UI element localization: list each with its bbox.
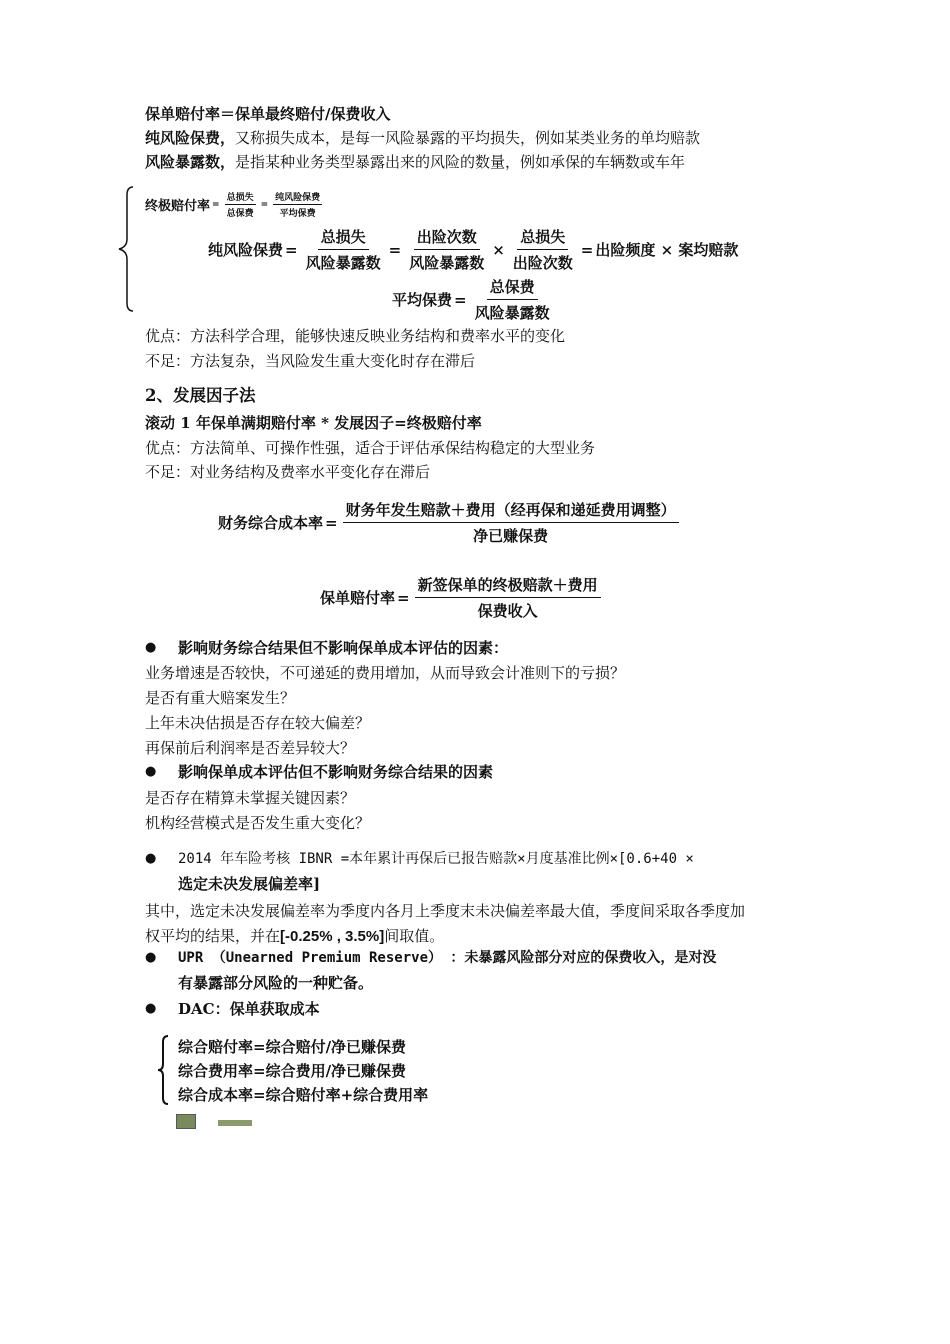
denominator: 平均保费 — [279, 209, 316, 219]
numerator: 纯风险保费 — [273, 190, 322, 205]
thumbnail-strip-image — [218, 1120, 252, 1126]
numerator: 总保费 — [487, 276, 538, 300]
eq-symbol: = — [580, 240, 594, 259]
note-text: 权平均的结果，并在 — [145, 927, 281, 945]
denominator: 出险次数 — [512, 254, 573, 272]
bullet-4-line-2: 有暴露部分风险的一种贮备。 — [178, 974, 374, 992]
numerator: 出险次数 — [414, 226, 480, 250]
denominator: 风险暴露数 — [474, 304, 550, 322]
summary-line: 综合赔付率=综合赔付/净已赚保费 — [178, 1038, 407, 1056]
eq-symbol: = — [325, 513, 338, 532]
method1-pro: 优点：方法科学合理，能够快速反映业务结构和费率水平的变化 — [145, 327, 566, 345]
bullet-3-note-1: 其中，选定未决发展偏差率为季度内各月上季度末未决偏差率最大值，季度间采取各季度加 — [145, 902, 746, 920]
bullet-3-line-1: 2014 年车险考核 IBNR =本年累计再保后已报告赔款×月度基准比例×[0.6+40 × — [178, 851, 694, 867]
denominator: 总保费 — [226, 209, 254, 219]
denominator: 风险暴露数 — [409, 254, 485, 272]
eq-symbol: = — [260, 199, 269, 210]
average-premium-formula — [392, 276, 556, 323]
fraction-financial — [343, 499, 679, 546]
fraction-pure-over-avg — [273, 190, 322, 219]
bullet-5: DAC：保单获取成本 — [178, 1000, 320, 1018]
intro-line-1: 保单赔付率＝保单最终赔付/保费收入 — [145, 105, 391, 123]
summary-brace — [156, 1034, 172, 1106]
bullet-4-line-1: UPR （Unearned Premium Reserve） ：未暴露风险部分对应的保费收入，是对没 — [178, 950, 717, 966]
numerator: 总损失 — [225, 190, 256, 205]
bullet-1-item: 上年未决估损是否存在较大偏差？ — [145, 714, 371, 732]
method2-con: 不足：对业务结构及费率水平变化存在滞后 — [145, 463, 431, 481]
numerator: 总损失 — [517, 226, 568, 250]
policy-loss-ratio-label: 保单赔付率 — [320, 589, 396, 607]
bullet-1-heading: 影响财务综合结果但不影响保单成本评估的因素： — [178, 639, 509, 657]
bullet-1-item: 再保前后利润率是否差异较大？ — [145, 739, 356, 757]
method2-heading: 2、发展因子法 — [145, 386, 256, 405]
fraction-c — [510, 226, 576, 273]
policy-loss-ratio-formula — [320, 574, 604, 621]
numerator: 新签保单的终极赔款＋费用 — [415, 574, 601, 598]
method2-pro: 优点：方法简单、可操作性强，适合于评估承保结构稳定的大型业务 — [145, 439, 596, 457]
summary-line: 综合费用率=综合费用/净已赚保费 — [178, 1062, 407, 1080]
bullet-2-item: 是否存在精算未掌握关键因素？ — [145, 789, 356, 807]
bullet-1-item: 是否有重大赔案发生？ — [145, 689, 296, 707]
fraction-policy — [415, 574, 601, 621]
bullet-3-line-2: 选定未决发展偏差率] — [178, 875, 321, 893]
term-exposure: 风险暴露数， — [145, 153, 236, 171]
denominator: 风险暴露数 — [305, 254, 381, 272]
fraction-b — [406, 226, 487, 273]
fraction-loss-over-premium — [225, 190, 256, 219]
numerator: 财务年发生赔款＋费用（经再保和递延费用调整） — [343, 499, 679, 523]
term-pure-premium: 纯风险保费， — [145, 129, 236, 147]
average-premium-label: 平均保费 — [392, 291, 453, 309]
bullet-icon: ● — [145, 851, 157, 866]
bullet-3-note-2 — [145, 925, 444, 948]
denominator: 净已赚保费 — [473, 527, 549, 545]
times-symbol: × — [492, 240, 505, 259]
ultimate-ratio-label: 终极赔付率 — [145, 199, 211, 214]
intro-line-2 — [145, 127, 700, 149]
denominator: 保费收入 — [477, 602, 538, 620]
formula-brace — [115, 185, 139, 313]
eq-symbol: = — [454, 290, 467, 309]
fraction-a — [303, 226, 384, 273]
intro-line-3-text: 是指某种业务类型暴露出来的风险的数量，例如承保的车辆数或车年 — [235, 153, 686, 171]
pure-premium-label: 纯风险保费 — [208, 241, 284, 259]
bullet-2-item: 机构经营模式是否发生重大变化？ — [145, 814, 371, 832]
fraction-avg — [472, 276, 553, 323]
financial-combined-ratio-formula — [218, 499, 682, 546]
bullet-2-heading: 影响保单成本评估但不影响财务综合结果的因素 — [178, 763, 494, 781]
numerator: 总损失 — [318, 226, 369, 250]
eq-symbol: = — [388, 240, 402, 259]
eq-symbol: = — [285, 240, 298, 259]
method1-con: 不足：方法复杂，当风险发生重大变化时存在滞后 — [145, 352, 476, 370]
bullet-icon: ● — [145, 764, 157, 779]
pure-premium-formula — [208, 226, 738, 273]
eq-symbol: = — [212, 199, 220, 210]
range-value: [-0.25% , 3.5%] — [280, 928, 385, 945]
pure-premium-result: 出险频度 × 案均赔款 — [595, 241, 739, 259]
summary-line: 综合成本率=综合赔付率+综合费用率 — [178, 1086, 429, 1104]
bullet-icon: ● — [145, 1001, 157, 1016]
bullet-icon: ● — [145, 640, 157, 655]
eq-symbol: = — [397, 588, 410, 607]
intro-line-2-text: 又称损失成本，是每一风险暴露的平均损失，例如某类业务的单均赔款 — [235, 129, 701, 147]
ultimate-ratio-formula — [145, 190, 325, 219]
bullet-icon: ● — [145, 950, 157, 965]
method2-formula: 滚动 1 年保单满期赔付率 * 发展因子=终极赔付率 — [145, 414, 482, 432]
financial-combined-ratio-label: 财务综合成本率 — [218, 514, 324, 532]
thumbnail-image — [176, 1114, 196, 1129]
note-text: 间取值。 — [384, 927, 445, 945]
bullet-1-item: 业务增速是否较快，不可递延的费用增加，从而导致会计准则下的亏损？ — [145, 664, 626, 682]
intro-line-3 — [145, 151, 685, 173]
